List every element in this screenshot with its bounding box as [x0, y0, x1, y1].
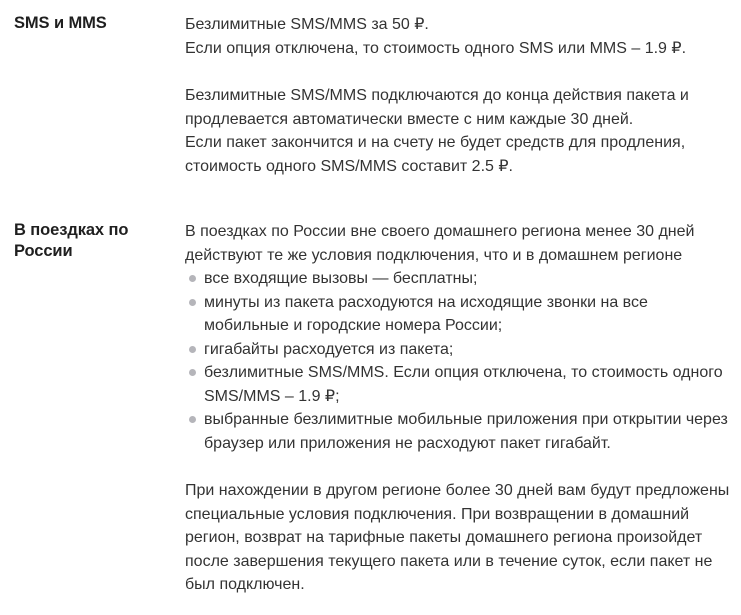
list-item-incoming-calls: все входящие вызовы — бесплатны;: [185, 267, 737, 291]
sms-price-paragraph: Безлимитные SMS/MMS за 50 ₽. Если опция отключена, то стоимость одного SMS или MMS – 1.9 ₽.: [185, 16, 687, 57]
travel-intro-paragraph: В поездках по России вне своего домашнего региона менее 30 дней действуют те же условия подключения, что и в домашнем регионе: [185, 223, 695, 264]
section-label-travel-russia: В поездках по России: [14, 221, 129, 261]
section-content-travel-russia: [185, 220, 737, 597]
section-sms-mms: [14, 13, 737, 178]
section-content-sms-mms: [185, 13, 737, 178]
list-item-unlimited-apps: выбранные безлимитные мобильные приложения при открытии через браузер или приложения не расходуют пакет гигабайт.: [185, 408, 737, 455]
list-item-unlimited-sms: безлимитные SMS/MMS. Если опция отключена, то стоимость одного SMS/MMS – 1.9 ₽;: [185, 361, 737, 408]
travel-conditions-list: [185, 267, 737, 455]
section-travel-russia: [14, 220, 737, 597]
sms-renewal-paragraph: Безлимитные SMS/MMS подключаются до конца действия пакета и продлевается автоматически вместе с ним каждые 30 дней. Если пакет закончится и на счету не будет средств для продления, стоимость одного SMS/MMS составит 2.5 ₽.: [185, 87, 689, 175]
list-item-gigabytes: гигабайты расходуется из пакета;: [185, 338, 737, 362]
list-item-package-minutes: минуты из пакета расходуются на исходящие звонки на все мобильные и городские номера России;: [185, 291, 737, 338]
section-label-sms-mms: SMS и MMS: [14, 14, 107, 32]
travel-outro-paragraph: При нахождении в другом регионе более 30 дней вам будут предложены специальные условия подключения. При возвращении в домашний регион, возврат на тарифные пакеты домашнего региона произойдет после завершения текущего пакета или в течение суток, если пакет не был подключен.: [185, 482, 730, 593]
